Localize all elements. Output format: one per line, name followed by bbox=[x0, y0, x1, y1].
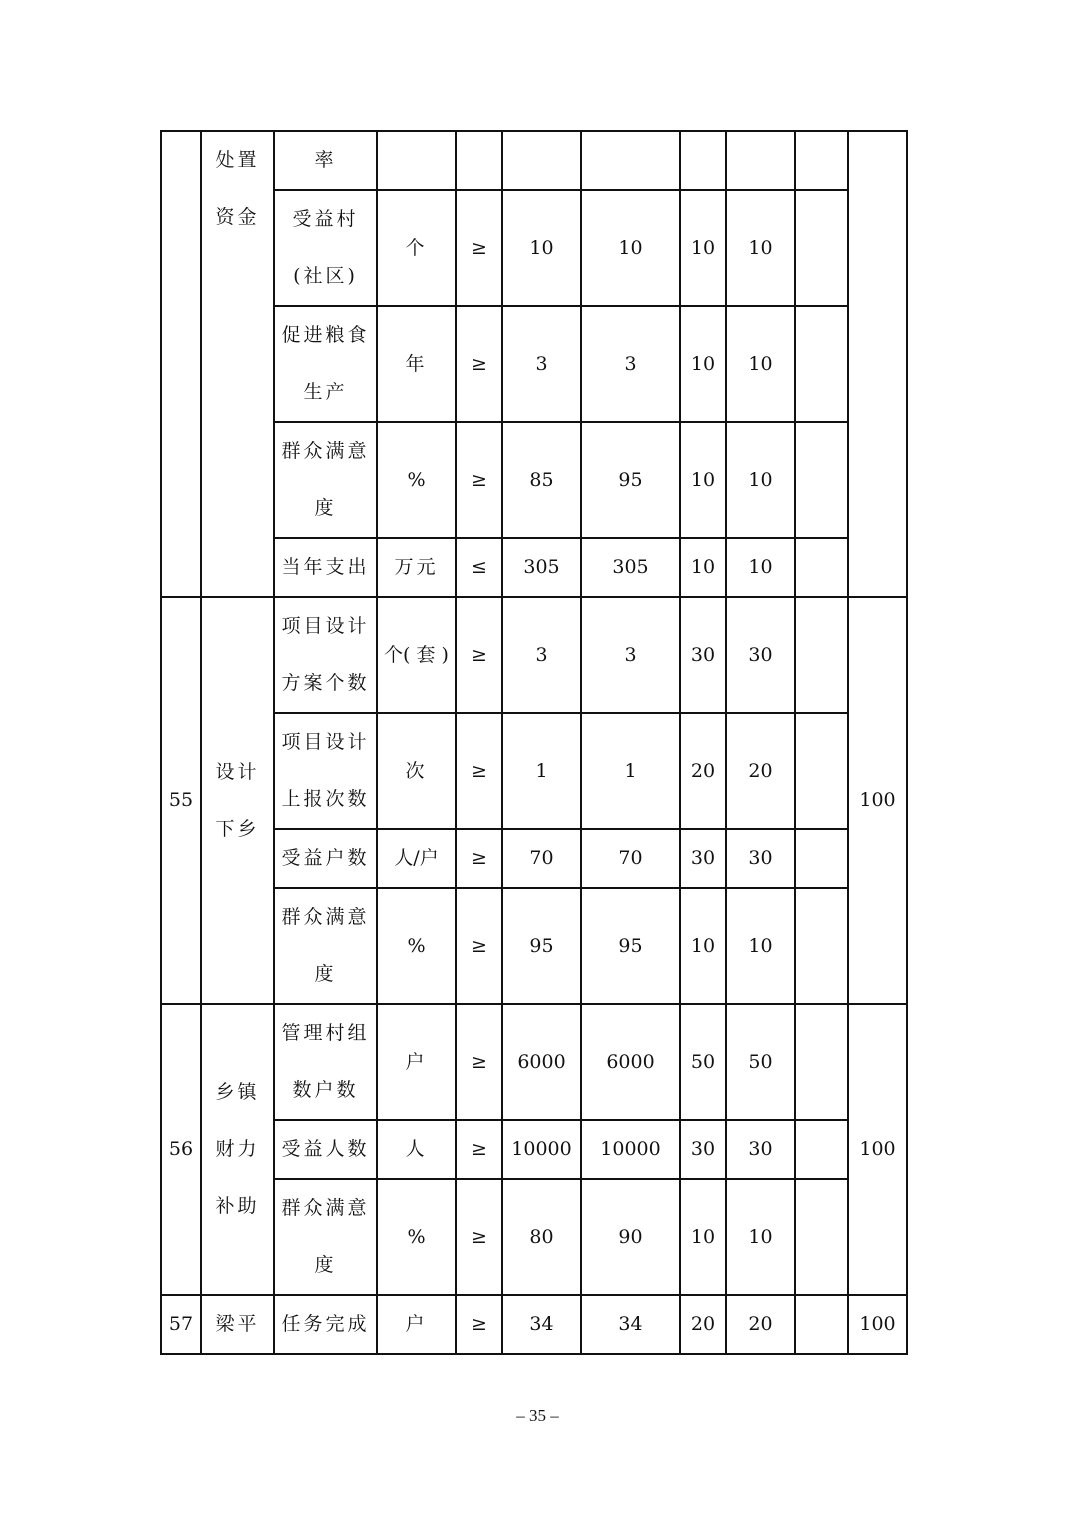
indicator-cell bbox=[274, 888, 377, 1004]
note-cell bbox=[795, 713, 848, 829]
table-row bbox=[161, 597, 907, 713]
target-cell: 3 bbox=[502, 597, 581, 713]
operator-cell: ≥ bbox=[456, 597, 502, 713]
indicator-line: 项目设计 bbox=[281, 615, 370, 637]
indicator-cell: 受益户数 bbox=[274, 829, 377, 888]
weight-cell: 50 bbox=[680, 1004, 726, 1120]
target-cell: 70 bbox=[502, 829, 581, 888]
weight-cell: 10 bbox=[680, 1179, 726, 1295]
weight-cell: 30 bbox=[680, 1120, 726, 1179]
actual-cell: 305 bbox=[581, 538, 680, 597]
project-name-line: 补助 bbox=[215, 1195, 260, 1217]
actual-cell: 6000 bbox=[581, 1004, 680, 1120]
target-cell: 10000 bbox=[502, 1120, 581, 1179]
indicator-line: 度 bbox=[314, 963, 337, 985]
weight-cell: 10 bbox=[680, 888, 726, 1004]
note-cell bbox=[795, 888, 848, 1004]
score-cell: 10 bbox=[726, 538, 795, 597]
note-cell bbox=[795, 190, 848, 306]
target-cell: 80 bbox=[502, 1179, 581, 1295]
unit-cell: % bbox=[377, 888, 456, 1004]
total-score-cell bbox=[848, 131, 907, 597]
project-name-line: 设计 bbox=[215, 760, 260, 783]
unit-cell: % bbox=[377, 422, 456, 538]
score-cell: 10 bbox=[726, 888, 795, 1004]
note-cell bbox=[795, 829, 848, 888]
operator-cell: ≥ bbox=[456, 829, 502, 888]
indicator-line: 受益村 bbox=[292, 208, 359, 230]
actual-cell: 10 bbox=[581, 190, 680, 306]
indicator-cell bbox=[274, 1004, 377, 1120]
target-cell: 95 bbox=[502, 888, 581, 1004]
table-row bbox=[161, 1295, 907, 1354]
operator-cell: ≥ bbox=[456, 422, 502, 538]
operator-cell bbox=[456, 131, 502, 190]
actual-cell: 3 bbox=[581, 306, 680, 422]
weight-cell: 10 bbox=[680, 306, 726, 422]
weight-cell: 30 bbox=[680, 597, 726, 713]
actual-cell: 95 bbox=[581, 422, 680, 538]
indicator-line: 度 bbox=[314, 497, 337, 519]
indicator-cell: 受益人数 bbox=[274, 1120, 377, 1179]
indicator-line: 数户数 bbox=[292, 1079, 359, 1101]
weight-cell bbox=[680, 131, 726, 190]
indicator-line: 管理村组 bbox=[281, 1022, 370, 1044]
indicator-line: 群众满意 bbox=[281, 1197, 370, 1219]
actual-cell: 1 bbox=[581, 713, 680, 829]
project-name-line: 财力 bbox=[215, 1138, 260, 1160]
indicator-line: 群众满意 bbox=[281, 440, 370, 462]
target-cell bbox=[502, 131, 581, 190]
project-no-cell: 56 bbox=[161, 1004, 201, 1295]
note-cell bbox=[795, 1004, 848, 1120]
project-no-cell: 57 bbox=[161, 1295, 201, 1354]
indicator-line: 生产 bbox=[303, 381, 348, 403]
indicator-cell: 任务完成 bbox=[274, 1295, 377, 1354]
operator-cell: ≥ bbox=[456, 1295, 502, 1354]
indicator-cell bbox=[274, 422, 377, 538]
project-name-cell bbox=[201, 597, 274, 1004]
score-cell: 10 bbox=[726, 422, 795, 538]
target-cell: 1 bbox=[502, 713, 581, 829]
weight-cell: 10 bbox=[680, 422, 726, 538]
total-score-cell: 100 bbox=[848, 1295, 907, 1354]
unit-cell: 万元 bbox=[377, 538, 456, 597]
unit-cell: % bbox=[377, 1179, 456, 1295]
project-name-cell bbox=[201, 131, 274, 597]
project-no-cell: 55 bbox=[161, 597, 201, 1004]
indicator-cell bbox=[274, 1179, 377, 1295]
target-cell: 6000 bbox=[502, 1004, 581, 1120]
indicator-cell bbox=[274, 713, 377, 829]
score-cell: 10 bbox=[726, 190, 795, 306]
note-cell bbox=[795, 1120, 848, 1179]
note-cell bbox=[795, 306, 848, 422]
project-name-line: 处置 bbox=[215, 149, 260, 171]
unit-cell bbox=[377, 131, 456, 190]
operator-cell: ≥ bbox=[456, 713, 502, 829]
target-cell: 305 bbox=[502, 538, 581, 597]
unit-cell: 户 bbox=[377, 1295, 456, 1354]
indicator-line: 项目设计 bbox=[281, 731, 370, 753]
weight-cell: 20 bbox=[680, 1295, 726, 1354]
project-name-line: 下乡 bbox=[215, 817, 260, 840]
operator-cell: ≥ bbox=[456, 190, 502, 306]
target-cell: 85 bbox=[502, 422, 581, 538]
actual-cell bbox=[581, 131, 680, 190]
indicator-cell bbox=[274, 597, 377, 713]
score-cell: 30 bbox=[726, 829, 795, 888]
unit-cell: 户 bbox=[377, 1004, 456, 1120]
note-cell bbox=[795, 597, 848, 713]
actual-cell: 95 bbox=[581, 888, 680, 1004]
operator-cell: ≥ bbox=[456, 1179, 502, 1295]
indicator-line: 方案个数 bbox=[281, 672, 370, 694]
unit-cell: 个 bbox=[377, 190, 456, 306]
total-score-cell: 100 bbox=[848, 597, 907, 1004]
project-no-cell bbox=[161, 131, 201, 597]
weight-cell: 30 bbox=[680, 829, 726, 888]
note-cell bbox=[795, 538, 848, 597]
page-number: – 35 – bbox=[516, 1406, 559, 1425]
note-cell bbox=[795, 1295, 848, 1354]
score-cell: 30 bbox=[726, 1120, 795, 1179]
indicator-cell: 当年支出 bbox=[274, 538, 377, 597]
actual-cell: 70 bbox=[581, 829, 680, 888]
note-cell bbox=[795, 1179, 848, 1295]
unit-cell: 个( 套 ) bbox=[377, 597, 456, 713]
unit-cell: 人/户 bbox=[377, 829, 456, 888]
total-score-cell: 100 bbox=[848, 1004, 907, 1295]
actual-cell: 3 bbox=[581, 597, 680, 713]
score-cell: 50 bbox=[726, 1004, 795, 1120]
score-cell: 20 bbox=[726, 1295, 795, 1354]
table-row bbox=[161, 1004, 907, 1120]
indicator-line: 促进粮食 bbox=[281, 324, 370, 346]
operator-cell: ≤ bbox=[456, 538, 502, 597]
operator-cell: ≥ bbox=[456, 888, 502, 1004]
actual-cell: 90 bbox=[581, 1179, 680, 1295]
unit-cell: 次 bbox=[377, 713, 456, 829]
indicator-line: 上报次数 bbox=[281, 788, 370, 810]
operator-cell: ≥ bbox=[456, 306, 502, 422]
project-name-line: 乡镇 bbox=[215, 1081, 260, 1103]
actual-cell: 34 bbox=[581, 1295, 680, 1354]
note-cell bbox=[795, 422, 848, 538]
unit-cell: 人 bbox=[377, 1120, 456, 1179]
performance-table bbox=[160, 130, 908, 1355]
weight-cell: 10 bbox=[680, 538, 726, 597]
operator-cell: ≥ bbox=[456, 1120, 502, 1179]
operator-cell: ≥ bbox=[456, 1004, 502, 1120]
weight-cell: 20 bbox=[680, 713, 726, 829]
indicator-cell: 率 bbox=[274, 131, 377, 190]
note-cell bbox=[795, 131, 848, 190]
indicator-cell bbox=[274, 190, 377, 306]
target-cell: 3 bbox=[502, 306, 581, 422]
target-cell: 34 bbox=[502, 1295, 581, 1354]
score-cell: 30 bbox=[726, 597, 795, 713]
score-cell: 20 bbox=[726, 713, 795, 829]
target-cell: 10 bbox=[502, 190, 581, 306]
indicator-line: 度 bbox=[314, 1254, 337, 1276]
project-name-line: 资金 bbox=[215, 206, 260, 228]
indicator-cell bbox=[274, 306, 377, 422]
project-name-cell bbox=[201, 1004, 274, 1295]
score-cell bbox=[726, 131, 795, 190]
score-cell: 10 bbox=[726, 306, 795, 422]
actual-cell: 10000 bbox=[581, 1120, 680, 1179]
project-name-cell: 梁平 bbox=[201, 1295, 274, 1354]
weight-cell: 10 bbox=[680, 190, 726, 306]
table-row bbox=[161, 131, 907, 190]
unit-cell: 年 bbox=[377, 306, 456, 422]
indicator-line: (社区) bbox=[293, 265, 358, 287]
indicator-line: 群众满意 bbox=[281, 906, 370, 928]
score-cell: 10 bbox=[726, 1179, 795, 1295]
